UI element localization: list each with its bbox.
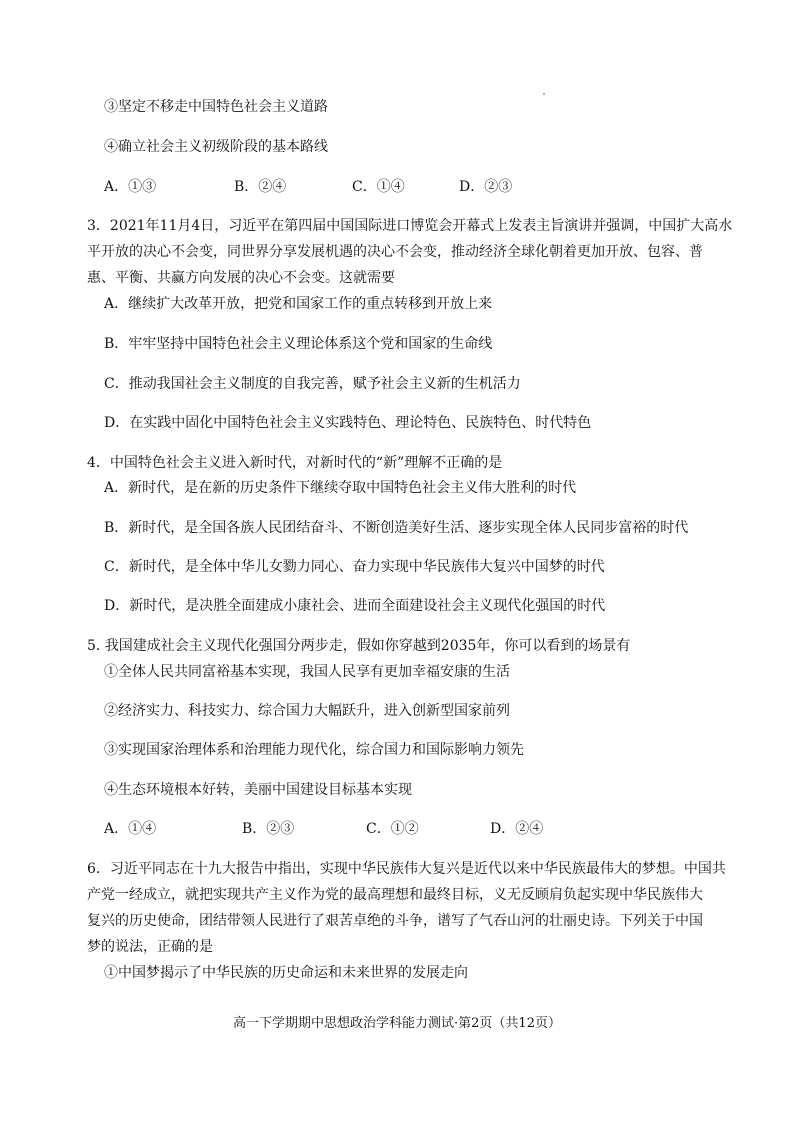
q2-option-b[interactable]: B．②④ [234, 179, 287, 195]
q4-option-a[interactable]: A．新时代，是在新的历史条件下继续夺取中国特色社会主义伟大胜利的时代 [104, 480, 577, 496]
q2-item-4: ④确立社会主义初级阶段的基本路线 [104, 139, 328, 155]
q6-stem-line-4: 梦的说法，正确的是 [87, 939, 213, 955]
q5-option-d[interactable]: D．②④ [490, 821, 544, 837]
q5-option-b[interactable]: B．②③ [242, 821, 295, 837]
q2-option-c[interactable]: C．①④ [352, 179, 405, 195]
q3-option-b[interactable]: B．牢牢坚持中国特色社会主义理论体系这个党和国家的生命线 [104, 336, 493, 352]
q6-stem-line-3: 复兴的历史使命，团结带领人民进行了艰苦卓绝的斗争，谱写了气吞山河的壮丽史诗。下列关于中国 [87, 913, 703, 929]
q4-stem: 4．中国特色社会主义进入新时代，对新时代的“新”理解不正确的是 [87, 455, 503, 471]
q3-stem-line-1: 3．2021年11月4日，习近平在第四届中国国际进口博览会开幕式上发表主旨演讲并强调，中国扩大高水 [87, 218, 733, 234]
q5-stem: 5. 我国建成社会主义现代化强国分两步走，假如你穿越到2035年，你可以看到的场景有 [87, 638, 631, 654]
q6-stem-line-1: 6．习近平同志在十九大报告中指出，实现中华民族伟大复兴是近代以来中华民族最伟大的梦想。中国共 [87, 861, 726, 877]
q5-option-c[interactable]: C．①② [366, 821, 419, 837]
q5-item-1: ①全体人民共同富裕基本实现，我国人民享有更加幸福安康的生活 [104, 664, 510, 680]
q2-item-3: ③坚定不移走中国特色社会主义道路 [104, 99, 328, 115]
q4-option-d[interactable]: D．新时代，是决胜全面建成小康社会、进而全面建设社会主义现代化强国的时代 [104, 598, 606, 614]
q3-option-c[interactable]: C．推动我国社会主义制度的自我完善，赋予社会主义新的生机活力 [104, 376, 521, 392]
q6-stem-line-2: 产党一经成立，就把实现共产主义作为党的最高理想和最终目标，义无反顾肩负起实现中华民族伟大 [87, 887, 703, 903]
q2-option-d[interactable]: D．②③ [459, 179, 513, 195]
q6-item-1: ①中国梦揭示了中华民族的历史命运和未来世界的发展走向 [104, 965, 468, 981]
q5-item-4: ④生态环境根本好转，美丽中国建设目标基本实现 [104, 782, 412, 798]
q4-option-b[interactable]: B．新时代，是全国各族人民团结奋斗、不断创造美好生活、逐步实现全体人民同步富裕的时代 [104, 520, 689, 536]
q3-option-d[interactable]: D．在实践中固化中国特色社会主义实践特色、理论特色、民族特色、时代特色 [104, 415, 592, 431]
q5-item-3: ③实现国家治理体系和治理能力现代化，综合国力和国际影响力领先 [104, 742, 524, 758]
q4-option-c[interactable]: C．新时代，是全体中华儿女勠力同心、奋力实现中华民族伟大复兴中国梦的时代 [104, 559, 605, 575]
page-footer: 高一下学期期中思想政治学科能力测试·第2页（共12页） [233, 1016, 561, 1031]
scan-speck [543, 93, 545, 95]
q3-stem-line-3: 惠、平衡、共赢方向发展的决心不会变。这就需要 [87, 270, 395, 286]
q3-stem-line-2: 平开放的决心不会变，同世界分享发展机遇的决心不会变，推动经济全球化朝着更加开放、包容、普 [87, 244, 703, 260]
q5-item-2: ②经济实力、科技实力、综合国力大幅跃升，进入创新型国家前列 [104, 703, 510, 719]
q3-option-a[interactable]: A．继续扩大改革开放，把党和国家工作的重点转移到开放上来 [104, 296, 493, 312]
q2-option-a[interactable]: A．①③ [104, 179, 157, 195]
q5-option-a[interactable]: A．①④ [104, 821, 157, 837]
